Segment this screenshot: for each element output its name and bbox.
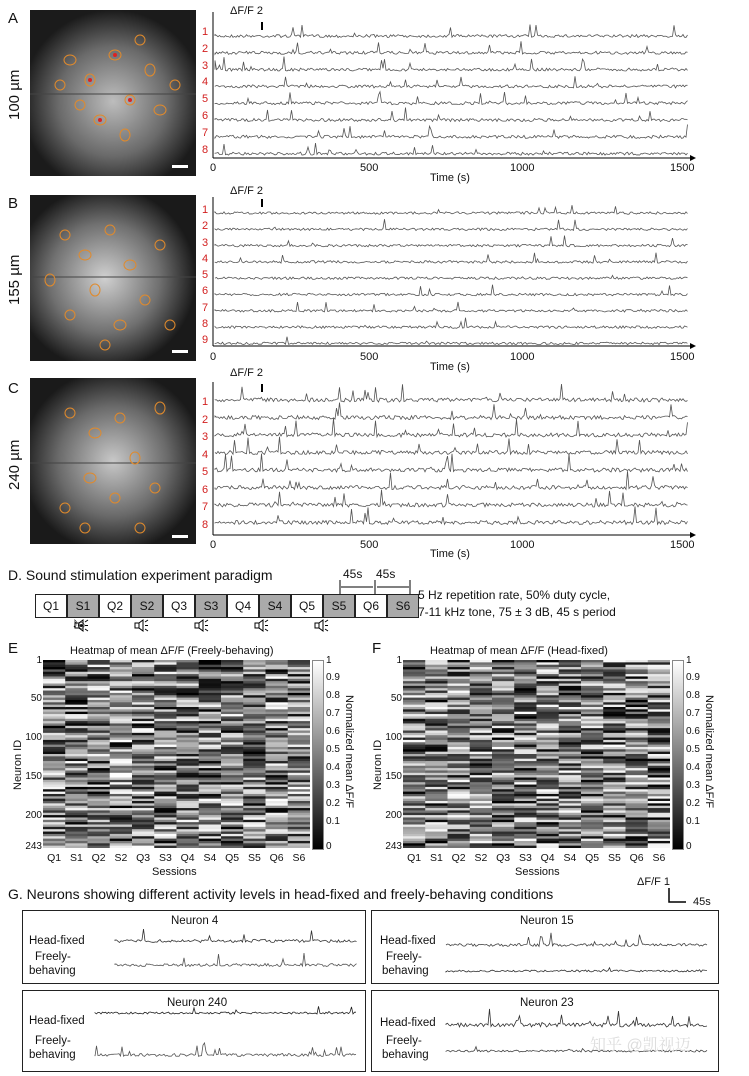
cb-tick: 0.9 xyxy=(326,672,340,683)
cb-tick: 0.6 xyxy=(686,726,700,737)
x-tick: Q2 xyxy=(451,852,466,864)
segment-s: S2 xyxy=(131,594,163,618)
duration-s-label: 45s xyxy=(376,567,396,581)
trace-label: 5 xyxy=(202,93,209,106)
x-tick: Q4 xyxy=(180,852,195,864)
x-tick: S3 xyxy=(158,852,172,864)
calcium-trace xyxy=(215,285,688,296)
panel-b-trace-labels xyxy=(202,204,212,351)
trace-label: 6 xyxy=(202,483,209,496)
free-label-2: behaving xyxy=(29,965,76,977)
calcium-trace xyxy=(215,205,688,214)
panel-f-letter: F xyxy=(372,640,382,657)
neuron-trace xyxy=(446,933,707,947)
segment-s: S6 xyxy=(387,594,419,618)
segment-q: Q5 xyxy=(291,594,323,618)
x-tick: 1500 xyxy=(670,539,695,551)
head-fixed-label: Head-fixed xyxy=(29,1015,85,1027)
calcium-trace xyxy=(215,143,688,155)
trace-label: 2 xyxy=(202,413,209,426)
calcium-trace xyxy=(215,125,688,139)
x-tick: 0 xyxy=(210,351,217,363)
heatmap-f-xticks xyxy=(403,852,670,864)
segment-q: Q4 xyxy=(227,594,259,618)
neuron-box xyxy=(22,910,366,984)
free-label-1: Freely- xyxy=(35,951,71,963)
trace-label: 6 xyxy=(202,109,209,122)
panel-e-letter: E xyxy=(8,640,19,657)
cb-tick: 0.3 xyxy=(326,780,340,791)
neuron-box xyxy=(22,990,366,1072)
trace-label: 1 xyxy=(202,26,209,38)
neuron-traces xyxy=(444,923,712,979)
heatmap-f-y-title: Neuron ID xyxy=(372,739,384,790)
neuron-trace xyxy=(95,1006,356,1014)
calcium-trace xyxy=(215,318,688,329)
x-tick: Q5 xyxy=(585,852,600,864)
panel-a-trace-labels xyxy=(202,26,212,160)
scale-bar xyxy=(172,165,188,168)
calcium-trace xyxy=(215,437,688,455)
colorbar-f-title: Normalized mean ΔF/F xyxy=(703,695,715,809)
free-label-2: behaving xyxy=(382,965,429,977)
calcium-trace xyxy=(215,219,688,230)
colorbar-e xyxy=(312,660,324,850)
x-tick: S5 xyxy=(247,852,261,864)
x-tick: S1 xyxy=(429,852,443,864)
trace-label: 1 xyxy=(202,204,209,216)
x-tick: 500 xyxy=(360,351,379,363)
scale-time: 45s xyxy=(693,896,711,908)
calcium-trace xyxy=(215,253,688,263)
y-tick: 243 xyxy=(385,841,402,852)
neuron-trace xyxy=(95,1043,356,1057)
speaker-icon: 𝆺𝅥𝅯⦿ xyxy=(73,619,85,631)
panel-b-letter: B xyxy=(8,195,19,212)
calcium-trace xyxy=(215,454,688,472)
neuron-title: Neuron 240 xyxy=(167,997,228,1009)
x-tick: S5 xyxy=(607,852,621,864)
cb-tick: 0.5 xyxy=(326,744,340,755)
segment-s: S3 xyxy=(195,594,227,618)
neuron-traces xyxy=(93,999,361,1067)
heatmap-f-x-title: Sessions xyxy=(515,866,560,878)
calcium-trace xyxy=(215,506,688,524)
trace-label: 4 xyxy=(202,76,209,89)
panel-a-micrograph xyxy=(30,10,196,176)
calcium-trace xyxy=(215,302,688,312)
colorbar-f xyxy=(672,660,684,850)
x-tick: 500 xyxy=(360,162,379,174)
calcium-trace xyxy=(215,418,688,437)
cb-tick: 0.5 xyxy=(686,744,700,755)
panel-a-traces xyxy=(200,8,700,168)
neuron-box xyxy=(371,910,719,984)
scale-bar xyxy=(172,535,188,538)
segment-q: Q2 xyxy=(99,594,131,618)
trace-label: 5 xyxy=(202,466,209,478)
cb-tick: 0.1 xyxy=(686,816,700,827)
neuron-traces xyxy=(113,929,361,979)
calcium-trace xyxy=(215,236,688,247)
x-axis-title: Time (s) xyxy=(430,548,470,560)
heatmap-e-xticks xyxy=(43,852,310,864)
calcium-trace xyxy=(215,471,688,489)
scale-bar xyxy=(172,350,188,353)
calcium-trace xyxy=(215,92,688,105)
trace-label: 8 xyxy=(202,518,209,531)
x-tick: Q6 xyxy=(629,852,644,864)
paradigm-timeline xyxy=(35,594,419,618)
free-label-1: Freely- xyxy=(386,1035,422,1047)
scale-bar-g xyxy=(668,888,688,904)
neuron-trace xyxy=(446,1009,707,1027)
panel-b-micrograph xyxy=(30,195,196,361)
calcium-trace xyxy=(215,108,688,122)
neuron-title: Neuron 4 xyxy=(171,915,219,927)
panel-c-micrograph xyxy=(30,378,196,544)
y-tick: 200 xyxy=(385,810,402,821)
cb-tick: 0.2 xyxy=(686,798,700,809)
panel-c-letter: C xyxy=(8,380,19,397)
y-tick: 100 xyxy=(385,732,402,743)
x-tick: Q3 xyxy=(136,852,151,864)
x-tick: 0 xyxy=(210,162,217,174)
cb-tick: 0 xyxy=(326,841,332,852)
cb-tick: 0.8 xyxy=(686,690,700,701)
trace-label: 5 xyxy=(202,269,209,282)
x-tick: S2 xyxy=(474,852,488,864)
micrograph-b-art xyxy=(30,195,196,361)
cb-tick: 0.1 xyxy=(326,816,340,827)
neuron-title: Neuron 15 xyxy=(520,915,574,927)
speaker-icon-row xyxy=(35,618,375,632)
trace-label: 4 xyxy=(202,252,209,265)
neuron-box xyxy=(371,990,719,1072)
x-tick: S4 xyxy=(203,852,217,864)
x-axis-title: Time (s) xyxy=(430,361,470,373)
x-tick: Q1 xyxy=(407,852,422,864)
calcium-trace xyxy=(215,41,688,54)
free-label-1: Freely- xyxy=(386,951,422,963)
neuron-trace xyxy=(115,953,357,966)
panel-c-trace-labels xyxy=(202,396,212,536)
segment-q: Q6 xyxy=(355,594,387,618)
micrograph-a-art xyxy=(30,10,196,176)
heatmap-f xyxy=(403,660,670,848)
calcium-trace xyxy=(215,490,688,507)
x-tick: Q6 xyxy=(269,852,284,864)
cb-tick: 1 xyxy=(686,655,692,666)
x-tick: Q3 xyxy=(496,852,511,864)
y-tick: 200 xyxy=(25,810,42,821)
cb-tick: 0 xyxy=(686,841,692,852)
panel-g-title: G. Neurons showing different activity levels in head-fixed and freely-behaving conditions xyxy=(8,886,554,902)
x-tick: S6 xyxy=(652,852,666,864)
panel-a-dff-label: ΔF/F 2 xyxy=(230,5,264,17)
calcium-trace xyxy=(215,275,688,279)
panel-c-depth: 240 µm xyxy=(6,439,23,490)
colorbar-e-title: Normalized mean ΔF/F xyxy=(343,695,355,809)
segment-q: Q3 xyxy=(163,594,195,618)
x-tick: 1000 xyxy=(510,539,535,551)
x-tick: S4 xyxy=(563,852,577,864)
trace-label: 9 xyxy=(202,334,209,347)
trace-label: 8 xyxy=(202,143,209,156)
y-tick: 150 xyxy=(385,771,402,782)
paradigm-desc-1: 5 Hz repetition rate, 50% duty cycle, xyxy=(418,588,611,602)
cb-tick: 0.8 xyxy=(326,690,340,701)
calcium-trace xyxy=(215,25,688,38)
y-tick: 1 xyxy=(396,655,402,666)
x-tick: 500 xyxy=(360,539,379,551)
panel-b-traces xyxy=(200,193,700,353)
neuron-trace xyxy=(115,929,357,943)
trace-label: 1 xyxy=(202,396,209,408)
heatmap-e xyxy=(43,660,310,848)
cb-tick: 1 xyxy=(326,655,332,666)
trace-label: 3 xyxy=(202,59,209,72)
neuron-trace xyxy=(446,968,707,972)
calcium-trace xyxy=(215,384,688,402)
free-label-1: Freely- xyxy=(35,1035,71,1047)
duration-arrows xyxy=(335,580,415,594)
duration-q-label: 45s xyxy=(343,567,363,581)
trace-label: 3 xyxy=(202,431,209,443)
heatmap-e-y-title: Neuron ID xyxy=(12,739,24,790)
cb-tick: 0.6 xyxy=(326,726,340,737)
calcium-trace xyxy=(215,403,688,420)
scale-dff: ΔF/F 1 xyxy=(637,876,671,888)
cb-tick: 0.4 xyxy=(686,762,700,773)
panel-c-dff-label: ΔF/F 2 xyxy=(230,367,264,379)
y-tick: 1 xyxy=(36,655,42,666)
x-tick: 1000 xyxy=(510,351,535,363)
heatmap-e-x-title: Sessions xyxy=(152,866,197,878)
trace-label: 6 xyxy=(202,285,209,298)
x-tick: 1500 xyxy=(670,351,695,363)
x-tick: S2 xyxy=(114,852,128,864)
panel-b-depth: 155 µm xyxy=(6,254,23,305)
watermark: 知乎 @凯视迈 xyxy=(590,1037,691,1054)
x-tick: S1 xyxy=(69,852,83,864)
x-tick: Q2 xyxy=(91,852,106,864)
paradigm-title: D. Sound stimulation experiment paradigm xyxy=(8,567,273,583)
head-fixed-label: Head-fixed xyxy=(380,935,436,947)
y-tick: 100 xyxy=(25,732,42,743)
x-tick: 0 xyxy=(210,539,217,551)
trace-label: 4 xyxy=(202,448,209,461)
free-label-2: behaving xyxy=(29,1049,76,1061)
x-tick: Q5 xyxy=(225,852,240,864)
x-tick: 1000 xyxy=(510,162,535,174)
heatmap-e-title: Heatmap of mean ΔF/F (Freely-behaving) xyxy=(70,645,274,657)
panel-b-dff-label: ΔF/F 2 xyxy=(230,185,264,197)
y-tick: 50 xyxy=(30,693,42,704)
x-tick: S3 xyxy=(518,852,532,864)
segment-s: S4 xyxy=(259,594,291,618)
segment-q: Q1 xyxy=(35,594,67,618)
y-tick: 243 xyxy=(25,841,42,852)
trace-label: 2 xyxy=(202,42,209,55)
calcium-trace xyxy=(215,57,688,72)
x-tick: Q4 xyxy=(540,852,555,864)
x-tick: 1500 xyxy=(670,162,695,174)
calcium-trace xyxy=(215,76,688,88)
segment-s: S5 xyxy=(323,594,355,618)
trace-label: 8 xyxy=(202,318,209,331)
x-tick: Q1 xyxy=(47,852,62,864)
panel-a-depth: 100 µm xyxy=(6,69,23,120)
trace-label: 2 xyxy=(202,220,209,233)
neuron-title: Neuron 23 xyxy=(520,997,574,1009)
trace-label: 7 xyxy=(202,301,209,314)
segment-s: S1 xyxy=(67,594,99,618)
calcium-trace xyxy=(215,337,688,345)
panel-c-traces xyxy=(200,378,700,543)
free-label-2: behaving xyxy=(382,1049,429,1061)
head-fixed-label: Head-fixed xyxy=(380,1017,436,1029)
heatmap-f-title: Heatmap of mean ΔF/F (Head-fixed) xyxy=(430,645,608,657)
micrograph-c-art xyxy=(30,378,196,544)
y-tick: 150 xyxy=(25,771,42,782)
x-axis-title: Time (s) xyxy=(430,172,470,184)
paradigm-desc-2: 7-11 kHz tone, 75 ± 3 dB, 45 s period xyxy=(418,605,616,619)
y-tick: 50 xyxy=(390,693,402,704)
cb-tick: 0.7 xyxy=(326,708,340,719)
head-fixed-label: Head-fixed xyxy=(29,935,85,947)
cb-tick: 0.3 xyxy=(686,780,700,791)
trace-label: 3 xyxy=(202,236,209,249)
trace-label: 7 xyxy=(202,126,209,139)
cb-tick: 0.9 xyxy=(686,672,700,683)
cb-tick: 0.2 xyxy=(326,798,340,809)
panel-a-letter: A xyxy=(8,10,19,27)
cb-tick: 0.4 xyxy=(326,762,340,773)
cb-tick: 0.7 xyxy=(686,708,700,719)
trace-label: 7 xyxy=(202,501,209,513)
x-tick: S6 xyxy=(292,852,306,864)
